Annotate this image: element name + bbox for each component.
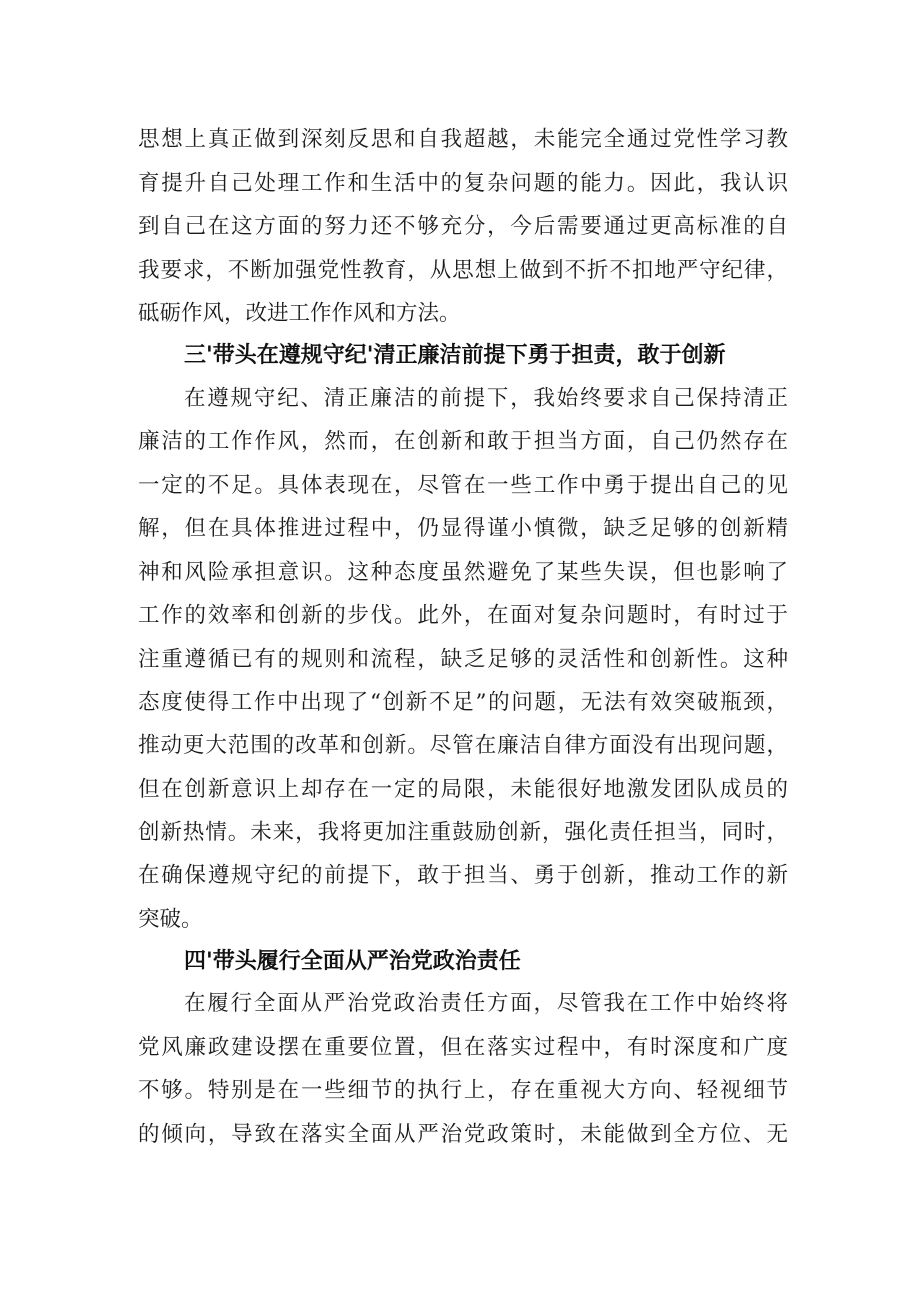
section3-line-5: 神和风险承担意识。这种态度虽然避免了某些失误，但也影响了	[138, 560, 788, 585]
section3-line-1: 在遵规守纪、清正廉洁的前提下，我始终要求自己保持清正	[184, 386, 788, 411]
section3-line-3: 一定的不足。具体表现在，尽管在一些工作中勇于提出自己的见	[138, 473, 788, 498]
section3-line-7: 注重遵循已有的规则和流程，缺乏足够的灵活性和创新性。这种	[138, 647, 788, 672]
para1-line-2: 育提升自己处理工作和生活中的复杂问题的能力。因此，我认识	[138, 171, 788, 196]
section3-line-13: 突破。	[138, 907, 203, 932]
para1-line-5: 砥砺作风，改进工作作风和方法。	[138, 301, 461, 326]
section3-heading: 三'带头在遵规守纪'清正廉洁前提下勇于担责，敢于创新	[184, 343, 726, 368]
section3-line-8: 态度使得工作中出现了“创新不足”的问题，无法有效突破瓶颈，	[138, 690, 788, 715]
section3-line-2: 廉洁的工作作风，然而，在创新和敢于担当方面，自己仍然存在	[138, 429, 788, 454]
section4-line-4: 的倾向，导致在落实全面从严治党政策时，未能做到全方位、无	[138, 1122, 788, 1147]
para1-line-4: 我要求，不断加强党性教育，从思想上做到不折不扣地严守纪律，	[138, 258, 788, 283]
section4-line-3: 不够。特别是在一些细节的执行上，存在重视大方向、轻视细节	[138, 1078, 788, 1103]
section4-heading: 四'带头履行全面从严治党政治责任	[184, 949, 521, 974]
para1-line-1: 思想上真正做到深刻反思和自我超越，未能完全通过党性学习教	[138, 127, 788, 152]
section3-line-10: 但在创新意识上却存在一定的局限，未能很好地激发团队成员的	[138, 777, 788, 802]
section3-line-12: 在确保遵规守纪的前提下，敢于担当、勇于创新，推动工作的新	[138, 863, 788, 888]
section3-line-9: 推动更大范围的改革和创新。尽管在廉洁自律方面没有出现问题，	[138, 733, 788, 758]
para1-line-3: 到自己在这方面的努力还不够充分，今后需要通过更高标准的自	[138, 214, 788, 239]
section3-line-6: 工作的效率和创新的步伐。此外，在面对复杂问题时，有时过于	[138, 603, 788, 628]
section4-line-1: 在履行全面从严治党政治责任方面，尽管我在工作中始终将	[184, 991, 788, 1016]
section3-line-4: 解，但在具体推进过程中，仍显得谨小慎微，缺乏足够的创新精	[138, 516, 788, 541]
section3-line-11: 创新热情。未来，我将更加注重鼓励创新，强化责任担当，同时，	[138, 820, 788, 845]
section4-line-2: 党风廉政建设摆在重要位置，但在落实过程中，有时深度和广度	[138, 1035, 788, 1060]
